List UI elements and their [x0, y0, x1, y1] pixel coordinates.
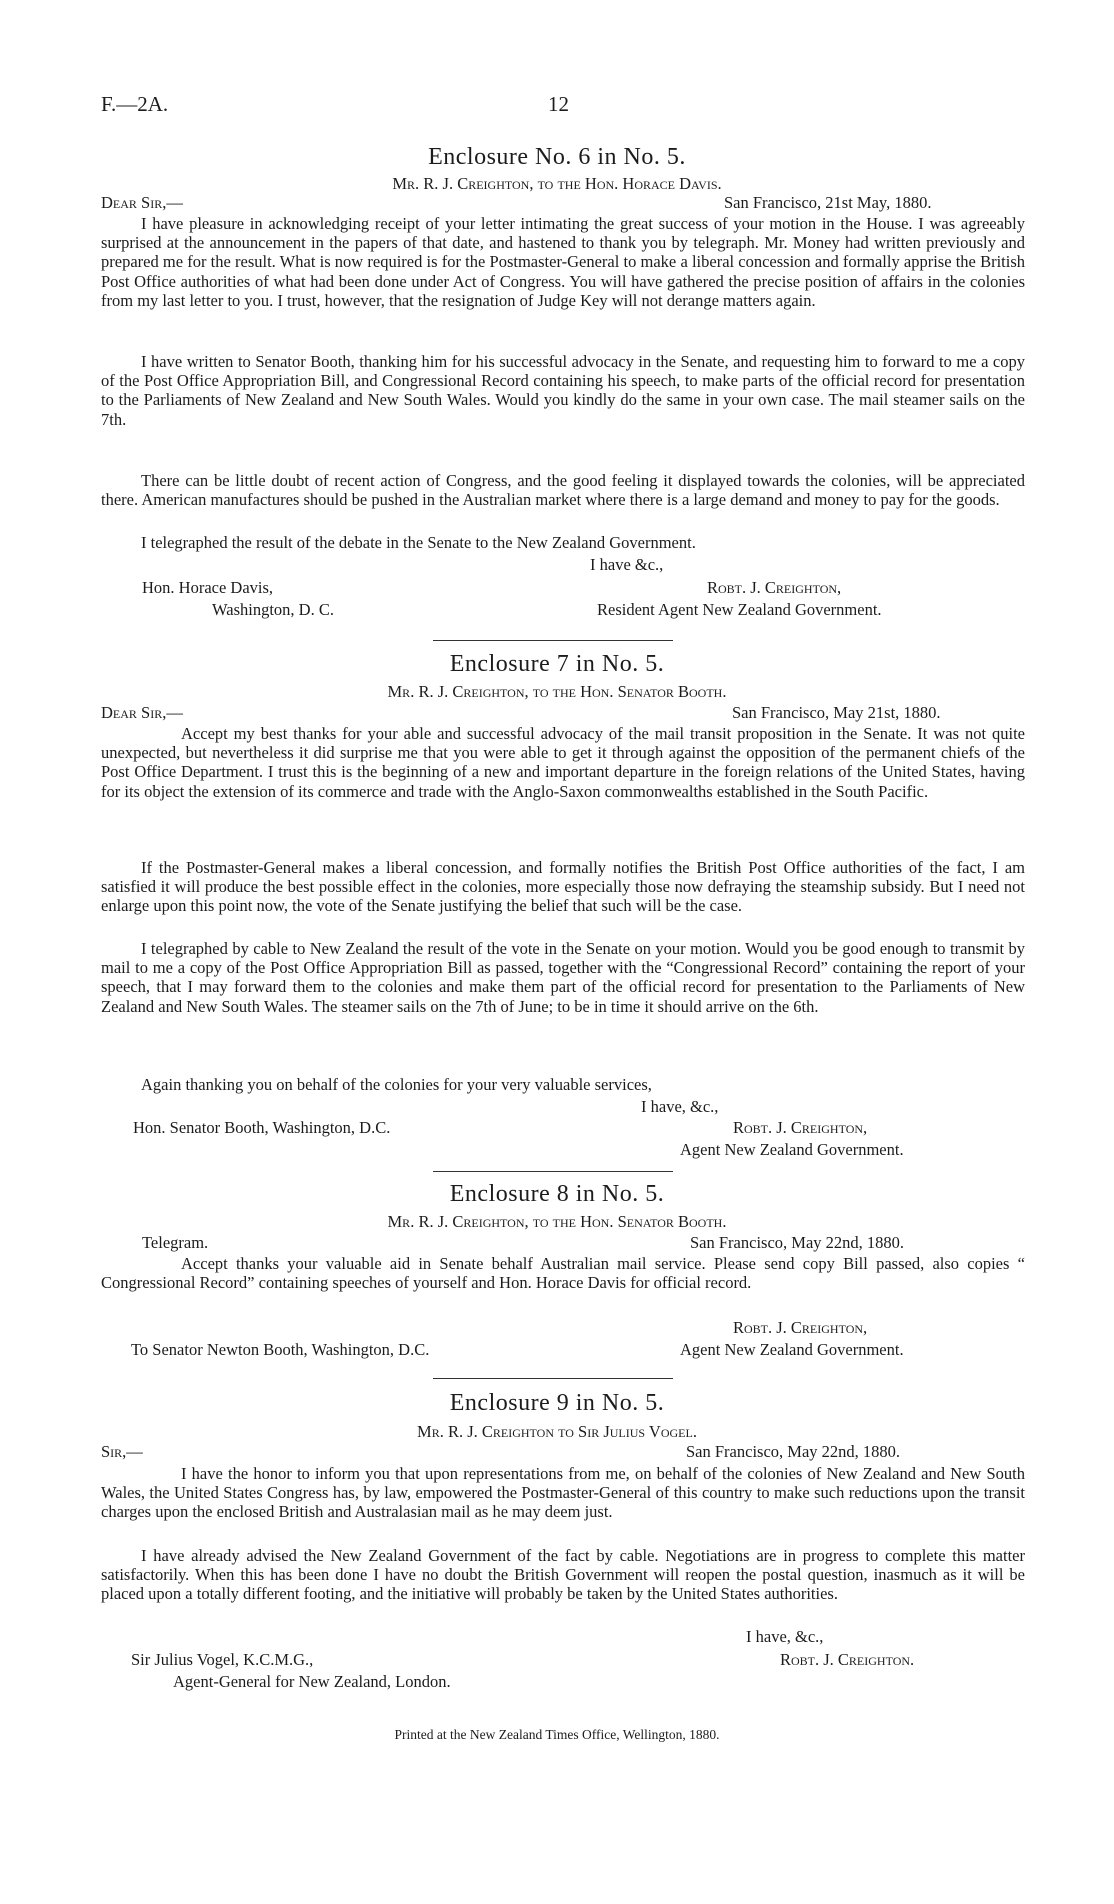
section-divider	[433, 1171, 673, 1172]
enclosure-6-addressee-place: Washington, D. C.	[212, 600, 334, 619]
enclosure-6-title: Enclosure No. 6 in No. 5.	[428, 144, 686, 170]
enclosure-7-paragraph: I telegraphed by cable to New Zealand the result of the vote in the Senate on your motion. Would you be good enough to transmit by mail to me a copy of the Post Office Appropriation Bill as passed, together with the “Congressional Record” containing the report of your speech, that I may forward them to the colonies and make them part of the official record for presentation to the Parliaments of New Zealand and New South Wales. The steamer sails on the 7th of June; to be in time it should arrive on the 6th.	[101, 939, 1025, 1016]
enclosure-6-salutation: Dear Sir,—	[101, 193, 183, 212]
enclosure-7-closing: I have, &c.,	[641, 1097, 719, 1116]
enclosure-6-paragraph: I telegraphed the result of the debate in the Senate to the New Zealand Government.	[141, 533, 696, 552]
enclosure-7-paragraph: Accept my best thanks for your able and successful advocacy of the mail transit proposition in the Senate. It was not quite unexpected, but nevertheless it did surprise me that you were able to get it through against the opposition of the permanent chiefs of the Post Office Department. I trust this is the beginning of a new and important departure in the foreign relations of the United States, having for its object the extension of its commerce and trade with the Anglo-Saxon commonwealths established in the South Pacific.	[101, 724, 1025, 801]
enclosure-9-addressee-name: Sir Julius Vogel, K.C.M.G.,	[131, 1650, 314, 1669]
enclosure-7-signature-title: Agent New Zealand Government.	[680, 1140, 904, 1159]
enclosure-8-paragraph: Accept thanks your valuable aid in Senate behalf Australian mail service. Please send copy Bill passed, also copies “ Congressional Record” containing speeches of yourself and Hon. Horace Davis for official record.	[101, 1254, 1025, 1293]
enclosure-7-paragraph: If the Postmaster-General makes a liberal concession, and formally notifies the British Post Office authorities of the fact, I am satisfied it will produce the best possible effect in the colonies, more especially those now defraying the steamship subsidy. But I need not enlarge upon this point now, the vote of the Senate justifying the belief that such will be the case.	[101, 858, 1025, 916]
section-divider	[433, 640, 673, 641]
enclosure-6-addressee-name: Hon. Horace Davis,	[142, 578, 274, 597]
document-reference: F.—2A.	[101, 92, 169, 116]
enclosure-6-paragraph: I have written to Senator Booth, thanking him for his successful advocacy in the Senate, and requesting him to forward to me a copy of the Post Office Appropriation Bill, and Congressional Record containing his speech, to make parts of the official record for presentation to the Parliaments of New Zealand and New South Wales. Would you kindly do the same in your own case. The mail steamer sails on the 7th.	[101, 352, 1025, 429]
enclosure-9-paragraph: I have already advised the New Zealand Government of the fact by cable. Negotiations are in progress to complete this matter satisfactorily. When this has been done I have no doubt the British Government will reopen the postal question, inasmuch as it will be placed upon a totally different footing, and the initiative will probably be taken by the United States authorities.	[101, 1546, 1025, 1604]
enclosure-8-title: Enclosure 8 in No. 5.	[449, 1181, 665, 1207]
enclosure-7-dateline: San Francisco, May 21st, 1880.	[732, 703, 941, 722]
enclosure-6-from-to: Mr. R. J. Creighton, to the Hon. Horace Davis.	[392, 174, 722, 193]
enclosure-7-signature: Robt. J. Creighton,	[733, 1118, 868, 1137]
enclosure-8-from-to: Mr. R. J. Creighton, to the Hon. Senator Booth.	[387, 1212, 727, 1231]
enclosure-6-signature-title: Resident Agent New Zealand Government.	[597, 600, 882, 619]
enclosure-6-closing: I have &c.,	[590, 555, 664, 574]
enclosure-7-from-to: Mr. R. J. Creighton, to the Hon. Senator Booth.	[387, 682, 727, 701]
enclosure-7-title: Enclosure 7 in No. 5.	[449, 651, 665, 677]
printer-imprint: Printed at the New Zealand Times Office, Wellington, 1880.	[394, 1727, 720, 1742]
enclosure-8-signature-title: Agent New Zealand Government.	[680, 1340, 904, 1359]
enclosure-9-closing: I have, &c.,	[746, 1627, 824, 1646]
enclosure-7-paragraph: Again thanking you on behalf of the colonies for your very valuable services,	[141, 1075, 652, 1094]
enclosure-9-dateline: San Francisco, May 22nd, 1880.	[686, 1442, 901, 1461]
enclosure-8-signature: Robt. J. Creighton,	[733, 1318, 868, 1337]
enclosure-9-signature: Robt. J. Creighton.	[780, 1650, 915, 1669]
enclosure-6-paragraph: There can be little doubt of recent action of Congress, and the good feeling it displayed towards the colonies, will be appreciated there. American manufactures should be pushed in the Australian market where there is a large demand and money to pay for the goods.	[101, 471, 1025, 510]
enclosure-6-signature: Robt. J. Creighton,	[707, 578, 842, 597]
enclosure-6-paragraph: I have pleasure in acknowledging receipt of your letter intimating the great success of your motion in the House. I was agreeably surprised at the announcement in the papers of that date, and hastened to thank you by telegraph. Mr. Money had written previously and prepared me for the result. What is now required is for the Postmaster-General to make a liberal concession and formally apprise the British Post Office authorities of what had been done under Act of Congress. You will have gathered the precise position of affairs in the colonies from my last letter to you. I trust, however, that the resignation of Judge Key will not derange matters again.	[101, 214, 1025, 310]
enclosure-9-addressee-title: Agent-General for New Zealand, London.	[173, 1672, 451, 1691]
enclosure-8-label: Telegram.	[142, 1233, 209, 1252]
enclosure-8-addressee: To Senator Newton Booth, Washington, D.C.	[131, 1340, 430, 1359]
enclosure-6-dateline: San Francisco, 21st May, 1880.	[724, 193, 932, 212]
section-divider	[433, 1378, 673, 1379]
enclosure-9-title: Enclosure 9 in No. 5.	[449, 1390, 665, 1416]
enclosure-9-salutation: Sir,—	[101, 1442, 143, 1461]
enclosure-7-addressee: Hon. Senator Booth, Washington, D.C.	[133, 1118, 391, 1137]
enclosure-9-paragraph: I have the honor to inform you that upon representations from me, on behalf of the colonies of New Zealand and New South Wales, the United States Congress has, by law, empowered the Postmaster-General of this country to make such reductions upon the transit charges upon the enclosed British and Australasian mail as he may deem just.	[101, 1464, 1025, 1522]
enclosure-9-from-to: Mr. R. J. Creighton to Sir Julius Vogel.	[417, 1422, 697, 1441]
enclosure-8-dateline: San Francisco, May 22nd, 1880.	[690, 1233, 905, 1252]
page-number: 12	[548, 92, 569, 116]
enclosure-7-salutation: Dear Sir,—	[101, 703, 183, 722]
